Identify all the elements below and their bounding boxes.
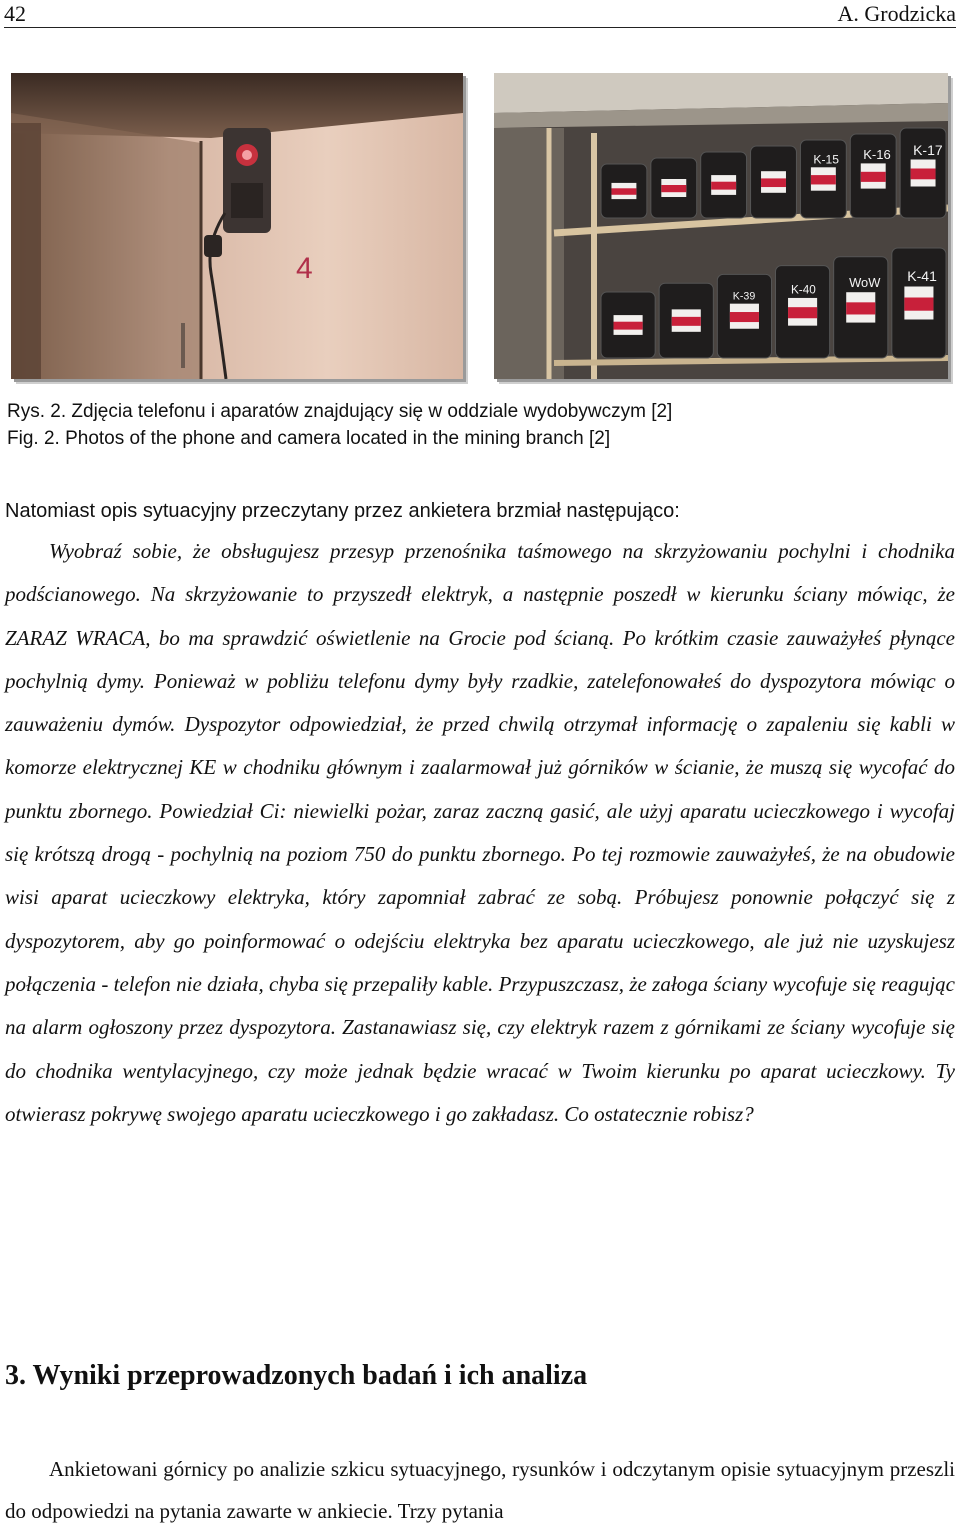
page-header bbox=[4, 0, 956, 28]
body-paragraph: Ankietowani górnicy po analizie szkicu sytuacyjnego, rysunków i odczytanym opisie sytuacyjnym przeszli do odpowiedzi na pytania zawarte w ankiecie. Trzy pytania bbox=[5, 1457, 955, 1523]
wall-marking: 4 bbox=[296, 252, 313, 285]
box-label: K-39 bbox=[732, 290, 756, 303]
page-number: 42 bbox=[4, 1, 26, 26]
scenario-description: Wyobraź sobie, że obsługujesz przesyp przenośnika taśmowego na skrzyżowaniu pochylni i chodnika podścianowego. Na skrzyżowanie to przyszedł elektryk, a następnie poszedł w kierunku ściany mówiąc, że ZARAZ WRACA, bo ma sprawdzić oświetlenie na Grocie pod ścianą. Po krótkim czasie zauważyłeś płynące pochylnią dymy. Ponieważ w pobliżu telefonu dymy były rzadkie, zatelefonowałeś do dyspozytora mówiąc o zauważeniu dymów. Dyspozytor odpowiedział, że przed chwilą otrzymał informację o zapaleniu się kabli w komorze elektrycznej KE w chodniku głównym i zaalarmował już górników w ścianie, że muszą się wycofać do punktu zbornego. Powiedział Ci: niewielki pożar, zaraz zaczną gasić, ale użyj aparatu ucieczkowego i wycofaj się krótszą drogą - pochylnią na poziom 750 do punktu zbornego. Po tej rozmowie zauważyłeś, że na obudowie wisi aparat ucieczkowy elektryka, który zapomniał zabrać ze sobą. Próbujesz ponownie połączyć się z dyspozytorem, aby go poinformować o odejściu elektryka bez aparatu ucieczkowego, ale już nie uzyskujesz połączenia - telefon nie działa, chyba się przepaliły kable. Przypuszczasz, że załoga ściany wycofuje się reagując na alarm ogłoszony przez dyspozytora. Zastanawiasz się, czy elektryk razem z górnikami ze ściany wycofuje się do chodnika wentylacyjnego, czy może jednak będzie wracać w Twoim kierunku po aparat ucieczkowy. Ty otwierasz pokrywę swojego aparatu ucieczkowego i go zakładasz. Co ostatecznie robisz? bbox=[5, 539, 955, 1126]
self-rescuers-photo bbox=[494, 73, 948, 379]
intro-sentence: Natomiast opis sytuacyjny przeczytany przez ankietera brzmiał następująco: bbox=[5, 500, 680, 522]
figure-caption-english: Fig. 2. Photos of the phone and camera located in the mining branch [2] bbox=[7, 428, 611, 449]
box-label: WoW bbox=[849, 275, 881, 291]
box-label: K-15 bbox=[813, 152, 840, 167]
running-author: A. Grodzicka bbox=[837, 1, 956, 26]
section-heading: 3. Wyniki przeprowadzonych badań i ich analiza bbox=[5, 1360, 588, 1391]
box-label: K-40 bbox=[790, 283, 816, 297]
box-label: K-17 bbox=[913, 142, 943, 158]
phone-photo bbox=[11, 73, 463, 379]
box-label: K-41 bbox=[907, 268, 937, 284]
box-label: K-16 bbox=[863, 147, 891, 163]
figure-caption-polish: Rys. 2. Zdjęcia telefonu i aparatów znajdujący się w oddziale wydobywczym [2] bbox=[7, 401, 673, 422]
